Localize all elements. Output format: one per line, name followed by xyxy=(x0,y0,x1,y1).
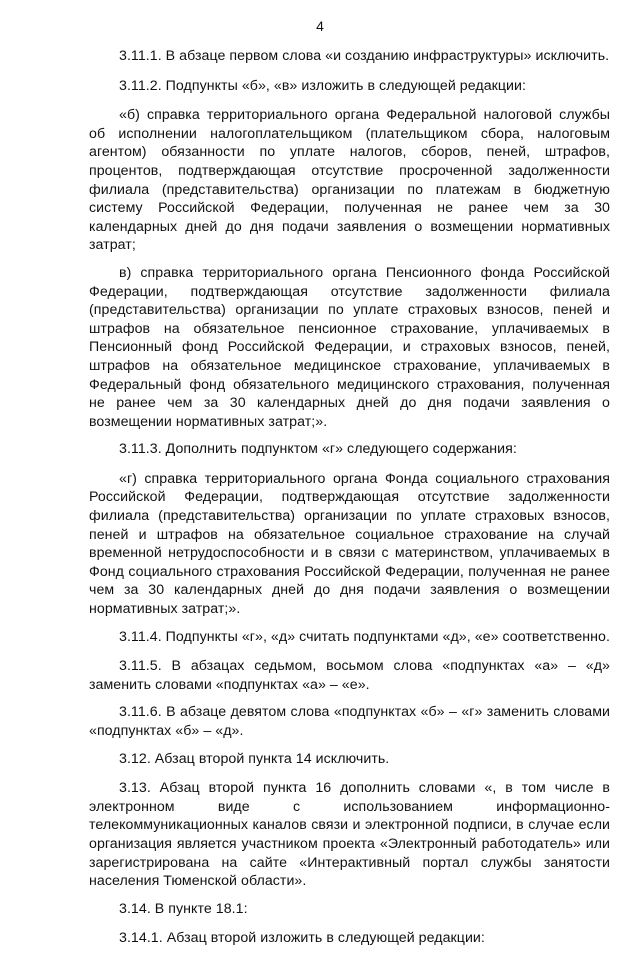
paragraph-3-11-3: 3.11.3. Дополнить подпунктом «г» следующего содержания: xyxy=(119,441,517,458)
paragraph-3-11-1: 3.11.1. В абзаце первом слова «и созданию инфраструктуры» исключить. xyxy=(119,48,610,64)
paragraph-3-12: 3.12. Абзац второй пункта 14 исключить. xyxy=(119,750,390,767)
paragraph-3-11-2: 3.11.2. Подпункты «б», «в» изложить в следующей редакции: xyxy=(119,77,527,94)
paragraph-subitem-v: в) справка территориального органа Пенсионного фонда Российской Федерации, подтверждающая отсутствие задолженности филиала (представительства) организации по уплате страховых взносов, пеней и штрафов на обязательное пенсионное страхование, уплачиваемых в Пенсионный фонд Российской Федерации, и страховых взносов, пеней, штрафов на обязательное медицинское страхование, уплачиваемых в Федеральный фонд обязательного медицинского страхования, полученная не ранее чем за 30 календарных дней до дня подачи заявления о возмещении нормативных затрат;». xyxy=(89,264,610,430)
paragraph-3-11-5: 3.11.5. В абзацах седьмом, восьмом слова «подпунктах «а» – «д» заменить словами «подпунктах «а» – «е». xyxy=(89,658,610,693)
paragraph-3-13: 3.13. Абзац второй пункта 16 дополнить словами «, в том числе в электронном виде с использованием информационно-телекоммуникационных каналов связи и электронной подписи, в случае если организация является участником проекта «Электронный работодатель» или зарегистрирована на сайте «Интерактивный портал службы занятости населения Тюменской области». xyxy=(89,780,610,890)
paragraph-3-14-1: 3.14.1. Абзац второй изложить в следующей редакции: xyxy=(119,930,485,947)
paragraph-subitem-b: «б) справка территориального органа Федеральной налоговой службы об исполнении налогоплательщиком (плательщиком сбора, налоговым агентом) обязанности по уплате налогов, сборов, пеней, штрафов, процентов, подтверждающая отсутствие просроченной задолженности филиала (представительства) организации по платежам в бюджетную систему Российской Федерации, полученная не ранее чем за 30 календарных дней до дня подачи заявления о возмещении нормативных затрат; xyxy=(89,107,610,254)
paragraph-3-11-6: 3.11.6. В абзаце девятом слова «подпунктах «б» – «г» заменить словами «подпунктах «б» – «д». xyxy=(89,704,610,739)
paragraph-subitem-g: «г) справка территориального органа Фонда социального страхования Российской Федерации, подтверждающая отсутствие задолженности филиала (представительства) организации по уплате страховых взносов, пеней и штрафов на обязательное социальное страхование на случай временной нетрудоспособности и в связи с материнством, уплачиваемых в Фонд социального страхования Российской Федерации, полученная не ранее чем за 30 календарных дней до дня подачи заявления о возмещении нормативных затрат;». xyxy=(89,470,610,618)
page-number: 4 xyxy=(316,18,324,34)
paragraph-3-11-4: 3.11.4. Подпункты «г», «д» считать подпунктами «д», «е» соответственно. xyxy=(119,628,610,645)
paragraph-3-14: 3.14. В пункте 18.1: xyxy=(119,900,248,917)
document-body xyxy=(89,47,610,957)
